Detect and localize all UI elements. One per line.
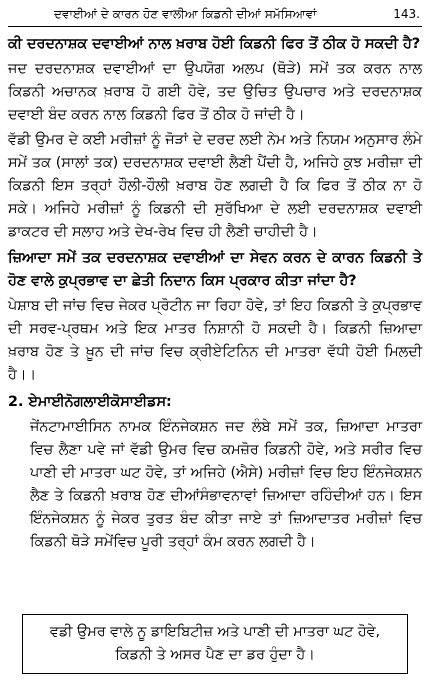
question-2: ਜ਼ਿਆਦਾ ਸਮੇਂ ਤਕ ਦਰਦਨਾਸ਼ਕ ਦਵਾਈਆਂ ਦਾ ਸੇਵਨ ਕਰਨ ਦੇ ਕਾਰਨ ਕਿਡਨੀ ਤੇ ਹੋਣ ਵਾਲੇ ਕੁਪ੍ਰਭਾਵ ਦਾ ਛੇਤੀ ਨਿਦਾਨ ਕਿਸ ਪ੍ਰਕਾਰ ਕੀਤਾ ਜਾਂਦਾ ਹੈ? <box>8 250 422 289</box>
page-content <box>8 33 422 554</box>
answer-1-paragraph-2: ਵੱਡੀ ਉਮਰ ਦੇ ਕਈ ਮਰੀਜ਼ਾਂ ਨੂੰ ਜੋੜਾਂ ਦੇ ਦਰਦ ਲਈ ਨੇਮ ਅਤੇ ਨਿਯਮ ਅਨੁਸਾਰ ਲੰਮੇ ਸਮੇਂ ਤਕ (ਸਾਲਾਂ ਤਕ) ਦਰਦਨਾਸ਼ਕ ਦਵਾਈ ਲੈਣੀ ਪੈਂਦੀ ਹੈ, ਅਜਿਹੇ ਕੁਝ ਮਰੀਜ਼ਾ ਦੀ ਕਿਡਨੀ ਇਸ ਤਰ੍ਹਾਂ ਹੌਲੀ-ਹੌਲੀ ਖ਼ਰਾਬ ਹੋਣ ਲਗਦੀ ਹੈ ਕਿ ਫਿਰ ਤੋਂ ਠੀਕ ਨਾ ਹੋ ਸਕੇ। ਅਜਿਹੇ ਮਰੀਜ਼ਾਂ ਨੂੰ ਕਿਡਨੀ ਦੀ ਸੁਰੱਖਿਆ ਦੇ ਲਈ ਦਰਦਨਾਸ਼ਕ ਦਵਾਈ ਡਾਕਟਰ ਦੀ ਸਲਾਹ ਅਤੇ ਦੇਖ-ਰੇਖ ਵਿਚ ਹੀ ਲੈਣੀ ਚਾਹੀਦੀ ਹੈ। <box>8 132 422 240</box>
answer-1-paragraph-1: ਜਦ ਦਰਦਨਾਸ਼ਕ ਦਵਾਈਆਂ ਦਾ ਉਪਯੋਗ ਅਲਪ (ਥੋੜੇ) ਸਮੇਂ ਤਕ ਕਰਨ ਨਾਲ ਕਿਡਨੀ ਅਚਾਨਕ ਖ਼ਰਾਬ ਹੋ ਗਈ ਹੋਵੇ, ਤਦ ਉਚਿਤ ਉਪਚਾਰ ਅਤੇ ਦਰਦਨਾਸ਼ਕ ਦਵਾਈ ਬੰਦ ਕਰਨ ਨਾਲ ਕਿਡਨੀ ਫਿਰ ਤੋਂ ਠੀਕ ਹੋ ਜਾਂਦੀ ਹੈ। <box>8 61 422 123</box>
page-number: 143. <box>393 7 420 21</box>
question-1: ਕੀ ਦਰਦਨਾਸ਼ਕ ਦਵਾਈਆਂ ਨਾਲ ਖ਼ਰਾਬ ਹੋਈ ਕਿਡਨੀ ਫਿਰ ਤੋਂ ਠੀਕ ਹੋ ਸਕਦੀ ਹੈ? <box>8 36 421 52</box>
callout-box <box>22 614 408 674</box>
running-header <box>8 6 422 27</box>
answer-2-paragraph: ਪੇਸ਼ਾਬ ਦੀ ਜਾਂਚ ਵਿਚ ਜੇਕਰ ਪ੍ਰੋਟੀਨ ਜਾ ਰਿਹਾ ਹੋਵੇ, ਤਾਂ ਇਹ ਕਿਡਨੀ ਤੇ ਕੁਪ੍ਰਭਾਵ ਦੀ ਸਰਵ-ਪ੍ਰਥਮ ਅਤੇ ਇਕ ਮਾਤਰ ਨਿਸ਼ਾਨੀ ਹੋ ਸਕਦੀ ਹੈ। ਕਿਡਨੀ ਜ਼ਿਆਦਾ ਖ਼ਰਾਬ ਹੋਣ ਤੇ ਖ਼ੂਨ ਦੀ ਜਾਂਚ ਵਿਚ ਕ੍ਰੀਏਟਿਨਿਨ ਦੀ ਮਾਤਰਾ ਵੱਧੀ ਹੋਈ ਮਿਲਦੀ ਹੈ।। <box>8 298 422 383</box>
running-title: ਦਵਾਈਆਂ ਦੇ ਕਾਰਨ ਹੋਣ ਵਾਲੀਆ ਕਿਡਨੀ ਦੀਆਂ ਸਮੱਸਿਆਵਾਂ <box>54 7 317 21</box>
section-2-heading: 2. ਏਮਾਈਨੋਗਲਾਈਕੋਸਾਈਡਸ: <box>8 394 172 410</box>
callout-text: ਵਡੀ ਉਮਰ ਵਾਲੇ ਨੂ ਡਾਇਬਿਟੀਜ਼ ਅਤੇ ਪਾਣੀ ਦੀ ਮਾਤਰਾ ਘਟ ਹੋਵੇ, ਕਿਡਨੀ ਤੇ ਅਸਰ ਪੈਣ ਦਾ ਡਰ ਹੁੰਦਾ ਹੈ। <box>49 624 381 663</box>
section-2-paragraph: ਜੇਂਨਟਾਮਾਈਸਿਨ ਨਾਮਕ ਇੰਨਜੇਕਸ਼ਨ ਜਦ ਲੰਬੇ ਸਮੇਂ ਤਕ, ਜ਼ਿਆਦਾ ਮਾਤਰਾ ਵਿਚ ਲੈਣਾ ਪਵੇ ਜਾਂ ਵੱਡੀ ਉਮਰ ਵਿਚ ਕਮਜ਼ੋਰ ਕਿਡਨੀ ਹੋਵੇ, ਅਤੇ ਸਰੀਰ ਵਿਚ ਪਾਣੀ ਦੀ ਮਾਤਰਾ ਘਟ ਹੋਵੇ, ਤਾਂ ਅਜਿਹੇ (ਐਸੇ) ਮਰੀਜ਼ਾਂ ਵਿਚ ਇਹ ਇੰਨਜੇਕਸ਼ਨ ਲੈਣ ਤੇ ਕਿਡਨੀ ਖ਼ਰਾਬ ਹੋਣ ਦੀਆਂਸੰਭਾਵਨਾਵਾਂ ਜ਼ਿਆਦਾ ਰਹਿੰਦੀਆਂ ਹਨ। ਇਸ ਇੰਨਜੇਕਸ਼ਨ ਨੂੰ ਜੇਕਰ ਤੁਰਤ ਬੰਦ ਕੀਤਾ ਜਾਏ ਤਾਂ ਜ਼ਿਆਦਾਤਰ ਮਰੀਜ਼ਾਂ ਵਿਚ ਕਿਡਨੀ ਥੋੜੇ ਸਮੇਂਵਿਚ ਪੂਰੀ ਤਰ੍ਹਾਂ ਕੰਮ ਕਰਨ ਲਗਦੀ ਹੈ। <box>30 419 422 550</box>
